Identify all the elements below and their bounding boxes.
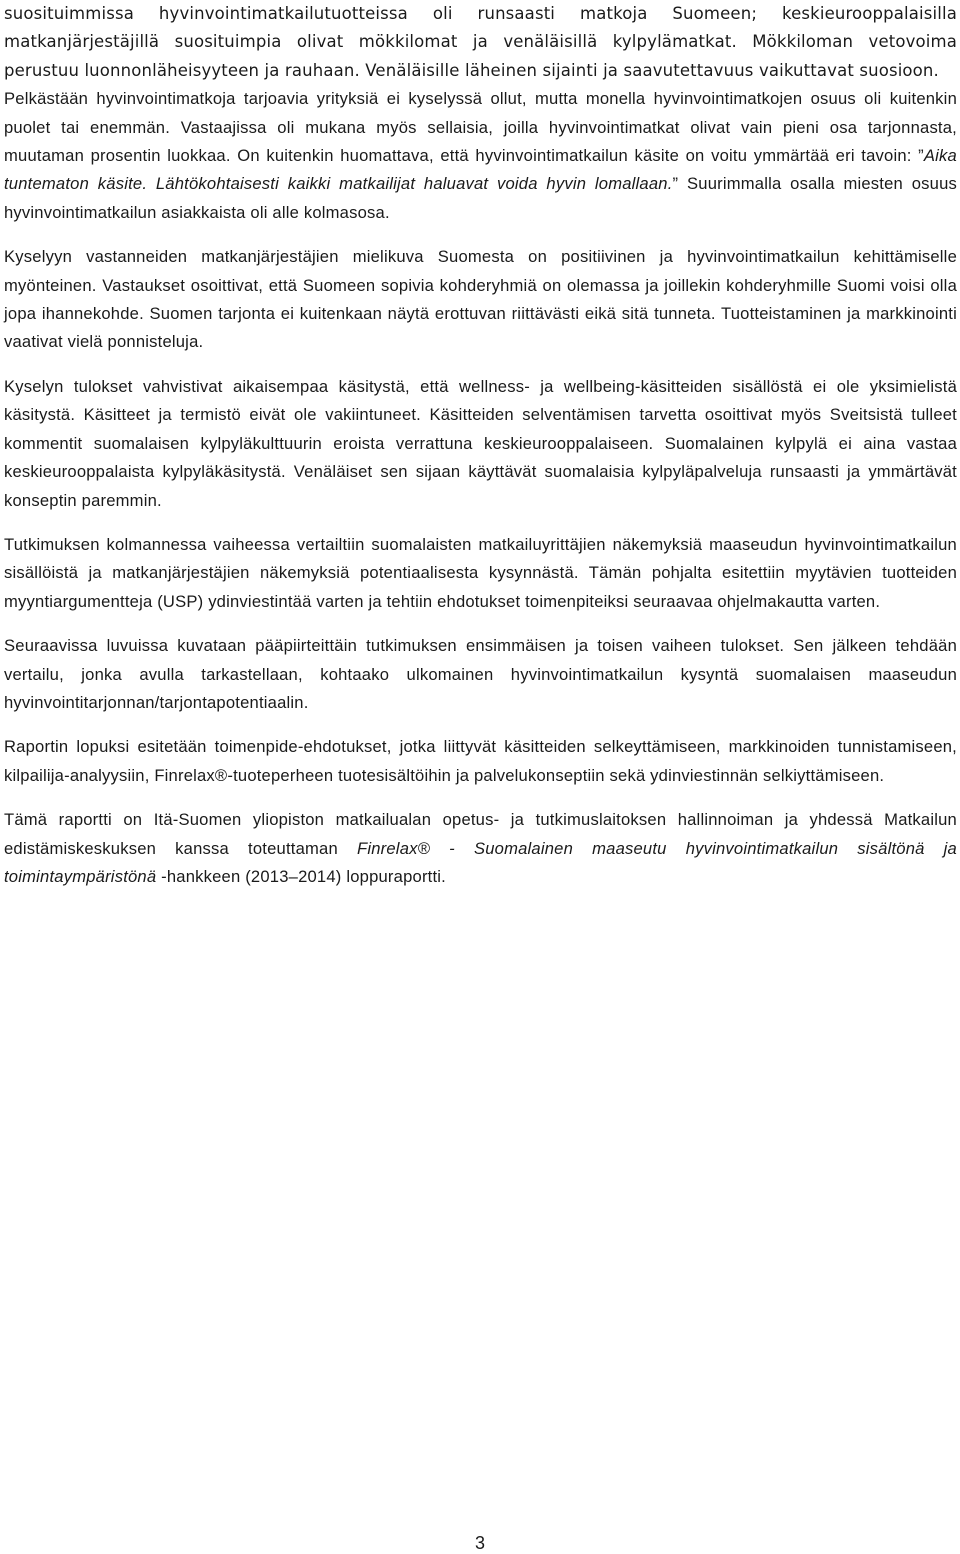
paragraph-project-info bbox=[4, 806, 957, 891]
project-name: Finrelax® - Suomalainen maaseutu hyvinvointimatkailun sisältönä ja toimintaympäristönä bbox=[4, 838, 957, 886]
paragraph-offer-share-text-1: Pelkästään hyvinvointimatkoja tarjoavia yrityksiä ei kyselyssä ollut, mutta monella hyvinvointimatkojen osuus oli kuitenkin puolet tai enemmän. Vastaajissa oli mukana myös sellaisia, joilla hyvinvointimatkat olivat vain pieni osa tarjonnasta, muutaman prosentin luokkaa. On kuitenkin huomattava, että hyvinvointimatkailun käsite on voitu ymmärtää eri tavoin: ” bbox=[4, 89, 957, 166]
paragraph-concepts: Kyselyn tulokset vahvistivat aikaisempaa käsitystä, että wellness- ja wellbeing-käsitteiden sisällöstä ei ole yksimielistä käsitystä. Käsitteet ja termistö eivät ole vakiintuneet. Käsitteiden selventämisen tarvetta osoittivat myös Sveitsistä tulleet kommentit suomalaisen kylpyläkulttuurin eroista verrattuna keskieurooppalaiseen. Suomalainen kylpylä ei aina vastaa keskieurooppalaista kylpyläkäsitystä. Venäläiset sen sijaan käyttävät suomalaisia kylpyläpalveluja runsaasti ja ymmärtävät konseptin paremmin. bbox=[4, 376, 957, 510]
paragraph-proposals: Raportin lopuksi esitetään toimenpide-ehdotukset, jotka liittyvät käsitteiden selkeyttämiseen, markkinoiden tunnistamiseen, kilpailija-analyysiin, Finrelax®-tuoteperheen tuotesisältöihin ja palvelukonseptiin sekä ydinviestinnän selkiyttämiseen. bbox=[4, 737, 957, 785]
paragraph-chapters: Seuraavissa luvuissa kuvataan pääpiirteittäin tutkimuksen ensimmäisen ja toisen vaiheen tulokset. Sen jälkeen tehdään vertailu, jonka avulla tarkastellaan, kohtaako ulkomainen hyvinvointimatkailun kysyntä suomalaisen maaseudun hyvinvointitarjonnan/tarjontapotentiaalin. bbox=[4, 636, 957, 712]
page-number: 3 bbox=[474, 1533, 485, 1553]
paragraph-offer-share-text-2: ” Suurimmalla osalla miesten osuus hyvinvointimatkailun asiakkaista oli alle kolmasosa. bbox=[4, 174, 957, 222]
paragraph-intro: suosituimmissa hyvinvointimatkailutuotteissa oli runsaasti matkoja Suomeen; keskieurooppalaisilla matkanjärjestäjillä suosituimpia olivat mökkilomat ja venäläisillä kylpylämatkat. Mökkiloman vetovoima perustuu luonnonläheisyyteen ja rauhaan. Venäläisille läheinen sijainti ja saavutettavuus vaikuttavat suosioon. bbox=[4, 4, 957, 80]
paragraph-project-info-text-2: -hankkeen (2013–2014) loppuraportti. bbox=[156, 866, 446, 886]
respondent-quote: Aika tuntematon käsite. Lähtökohtaisesti kaikki matkailijat haluavat voida hyvin lomallaan. bbox=[4, 146, 957, 194]
document-page bbox=[4, 0, 957, 907]
paragraph-third-phase: Tutkimuksen kolmannessa vaiheessa vertailtiin suomalaisten matkailuyrittäjien näkemyksiä maaseudun hyvinvointimatkailun sisällöistä ja matkanjärjestäjien näkemyksiä potentiaalisesta kysynnästä. Tämän pohjalta esitettiin myytävien tuotteiden myyntiargumentteja (USP) ydinviestintää varten ja tehtiin ehdotukset toimenpiteiksi seuraavaa ohjelmakautta varten. bbox=[4, 534, 957, 611]
paragraph-image-of-finland: Kyselyyn vastanneiden matkanjärjestäjien mielikuva Suomesta on positiivinen ja hyvinvointimatkailun kehittämiselle myönteinen. Vastaukset osoittivat, että Suomeen sopivia kohderyhmiä on olemassa ja joillekin kohderyhmille Suomi voisi olla jopa ihannekohde. Suomen tarjonta ei kuitenkaan näytä erottuvan riittävästi eikä sitä tunneta. Tuotteistaminen ja markkinointi vaativat vielä ponnisteluja. bbox=[4, 247, 957, 352]
paragraph-offer-share bbox=[4, 85, 957, 227]
paragraph-project-info-text-1: Tämä raportti on Itä-Suomen yliopiston matkailualan opetus- ja tutkimuslaitoksen hallinnoiman ja yhdessä Matkailun edistämiskeskuksen kanssa toteuttaman bbox=[4, 810, 957, 858]
